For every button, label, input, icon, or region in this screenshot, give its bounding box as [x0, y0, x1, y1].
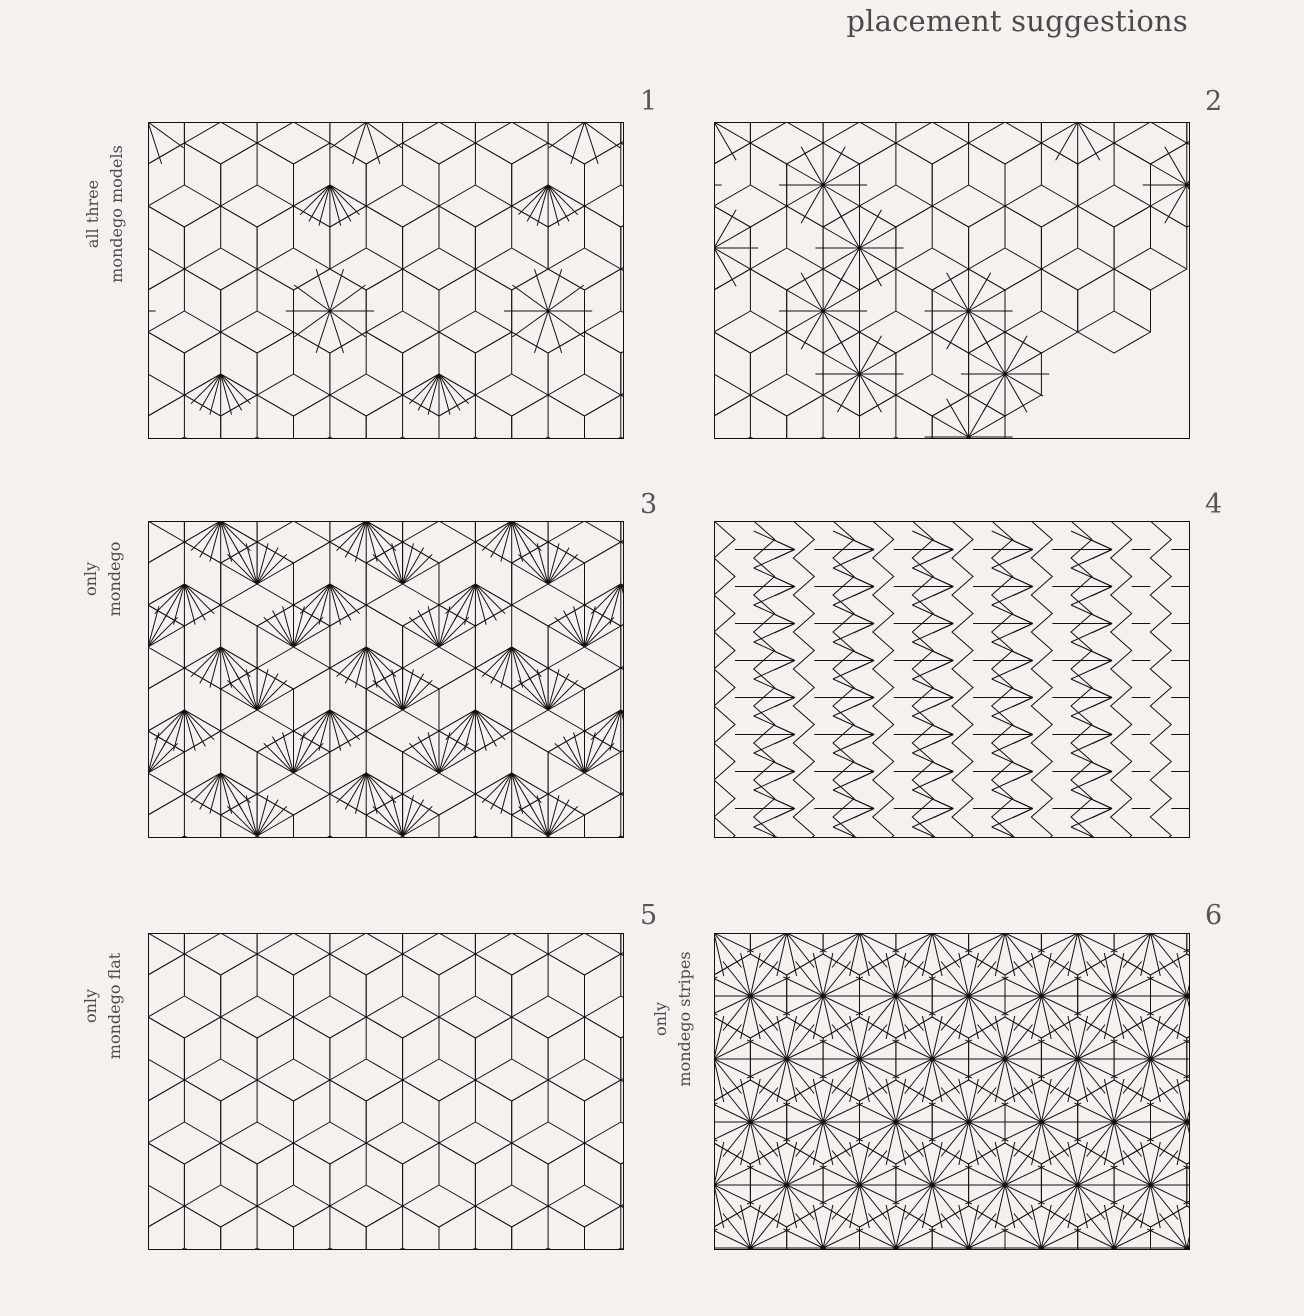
panel-5-label-line2: mondego flat — [105, 952, 124, 1060]
panel-3-label — [79, 459, 127, 699]
panel-3-label-line2: mondego — [105, 541, 124, 617]
panel-5-label — [79, 886, 127, 1126]
panel-3-number: 3 — [640, 489, 658, 520]
pattern-panel-5 — [148, 933, 624, 1250]
pattern-2-svg — [714, 122, 1190, 439]
page-title: placement suggestions — [846, 4, 1188, 38]
pattern-3-svg — [148, 521, 624, 838]
panel-2-number: 2 — [1205, 86, 1223, 117]
pattern-panel-3 — [148, 521, 624, 838]
panel-1-number: 1 — [640, 86, 658, 117]
pattern-panel-4 — [714, 521, 1190, 838]
pattern-6-svg — [714, 933, 1190, 1250]
pattern-panel-1 — [148, 122, 624, 439]
panel-5-label-line1: only — [81, 988, 100, 1024]
panel-3-label-line1: only — [81, 561, 100, 597]
panel-1-label-line2: mondego models — [107, 145, 126, 283]
pattern-panel-6 — [714, 933, 1190, 1250]
pattern-4-svg — [714, 521, 1190, 838]
pattern-5-svg — [148, 933, 624, 1250]
panel-6-label — [649, 899, 697, 1139]
panel-1-label-line1: all three — [83, 179, 102, 249]
pattern-1-svg — [148, 122, 624, 439]
panel-6-label-line1: only — [651, 1001, 670, 1037]
pattern-panel-2 — [714, 122, 1190, 439]
panel-1-label — [81, 94, 129, 334]
panel-4-number: 4 — [1205, 489, 1223, 520]
panel-5-number: 5 — [640, 900, 658, 931]
panel-6-label-line2: mondego stripes — [675, 951, 694, 1087]
panel-6-number: 6 — [1205, 900, 1223, 931]
